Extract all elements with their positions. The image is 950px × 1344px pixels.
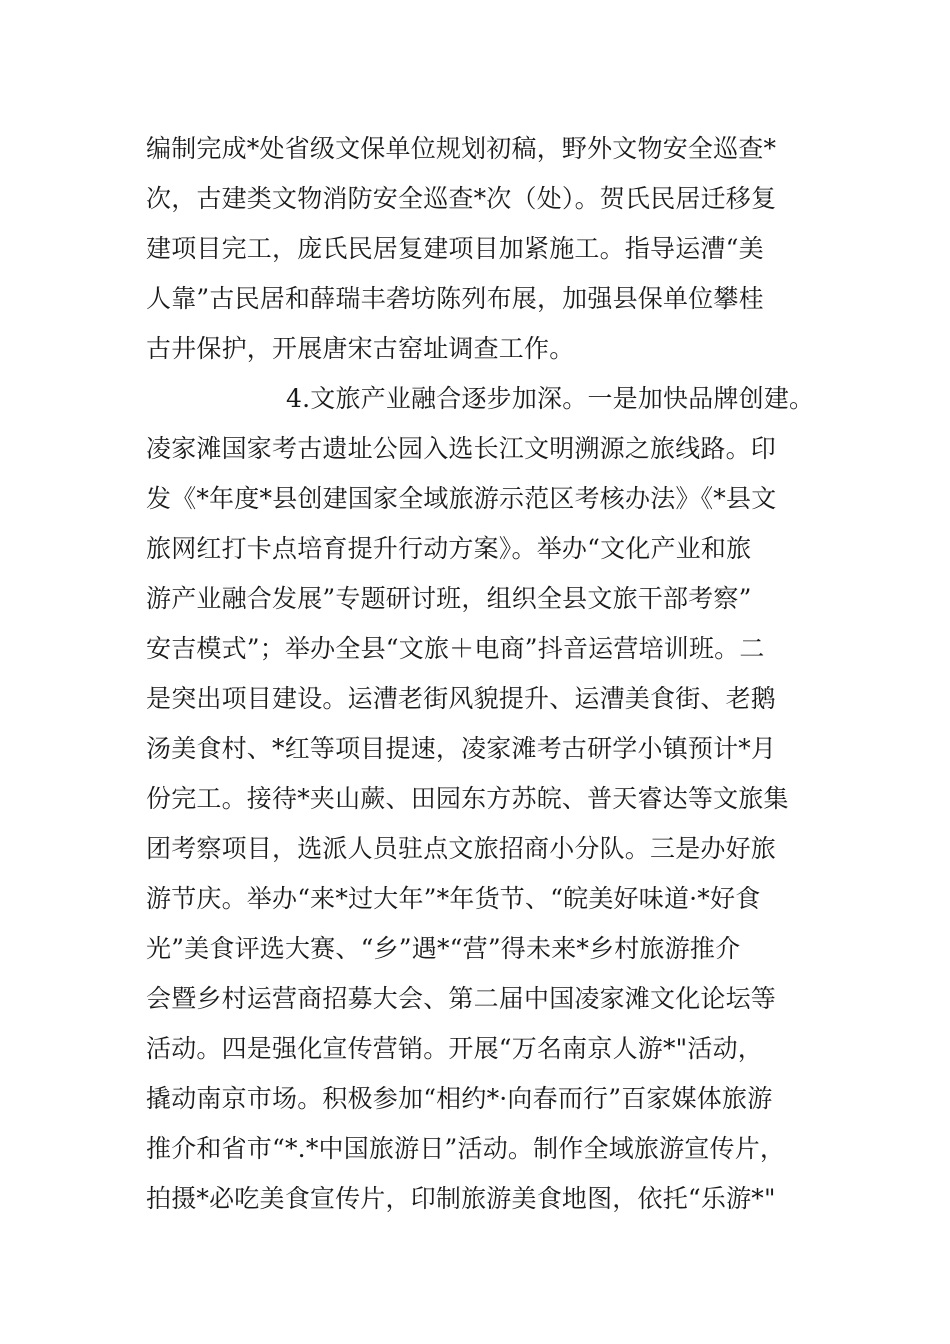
text-line: 游产业融合发展”专题研讨班，组织全县文旅干部考察” bbox=[146, 584, 752, 613]
text-line: 光”美食评选大赛、“乡”遇*“营”得未来*乡村旅游推介 bbox=[146, 934, 741, 963]
text-line: 是突出项目建设。运漕老街风貌提升、运漕美食街、老鹅 bbox=[146, 684, 777, 713]
text-line: 编制完成*处省级文保单位规划初稿，野外文物安全巡查* bbox=[146, 134, 777, 163]
text-line: 凌家滩国家考古遗址公园入选长江文明溯源之旅线路。印 bbox=[146, 434, 777, 463]
text-line: 撬动南京市场。积极参加“相约*·向春而行”百家媒体旅游 bbox=[146, 1084, 773, 1113]
text-line: 次，古建类文物消防安全巡查*次（处）。贺氏民居迁移复 bbox=[146, 184, 777, 213]
text-line: 份完工。接待*夹山蕨、田园东方苏皖、普天睿达等文旅集 bbox=[146, 784, 789, 813]
text-line: 人靠”古民居和薛瑞丰砻坊陈列布展，加强县保单位攀桂 bbox=[146, 284, 764, 313]
text-line: 推介和省市“*.*中国旅游日”活动。制作全域旅游宣传片， bbox=[146, 1134, 786, 1163]
section-heading-line: 4.文旅产业融合逐步加深。一是加快品牌创建。 bbox=[286, 384, 815, 413]
text-line: 汤美食村、*红等项目提速，凌家滩考古研学小镇预计*月 bbox=[146, 734, 777, 763]
text-line: 会暨乡村运营商招募大会、第二届中国凌家滩文化论坛等 bbox=[146, 984, 777, 1013]
text-line: 旅网红打卡点培育提升行动方案》。举办“文化产业和旅 bbox=[146, 534, 752, 563]
text-line: 古井保护，开展唐宋古窑址调查工作。 bbox=[146, 334, 575, 363]
text-line: 安吉模式”；举办全县“文旅＋电商”抖音运营培训班。二 bbox=[146, 634, 765, 663]
text-line: 发《*年度*县创建国家全域旅游示范区考核办法》《*县文 bbox=[146, 484, 777, 513]
text-line: 活动。四是强化宣传营销。开展“万名南京人游*"活动， bbox=[146, 1034, 763, 1063]
text-line: 团考察项目，选派人员驻点文旅招商小分队。三是办好旅 bbox=[146, 834, 777, 863]
text-line: 建项目完工，庞氏民居复建项目加紧施工。指导运漕“美 bbox=[146, 234, 764, 263]
text-line: 游节庆。举办“来*过大年”*年货节、“皖美好味道·*好食 bbox=[146, 884, 761, 913]
text-line: 拍摄*必吃美食宣传片，印制旅游美食地图，依托“乐游*" bbox=[146, 1184, 776, 1213]
